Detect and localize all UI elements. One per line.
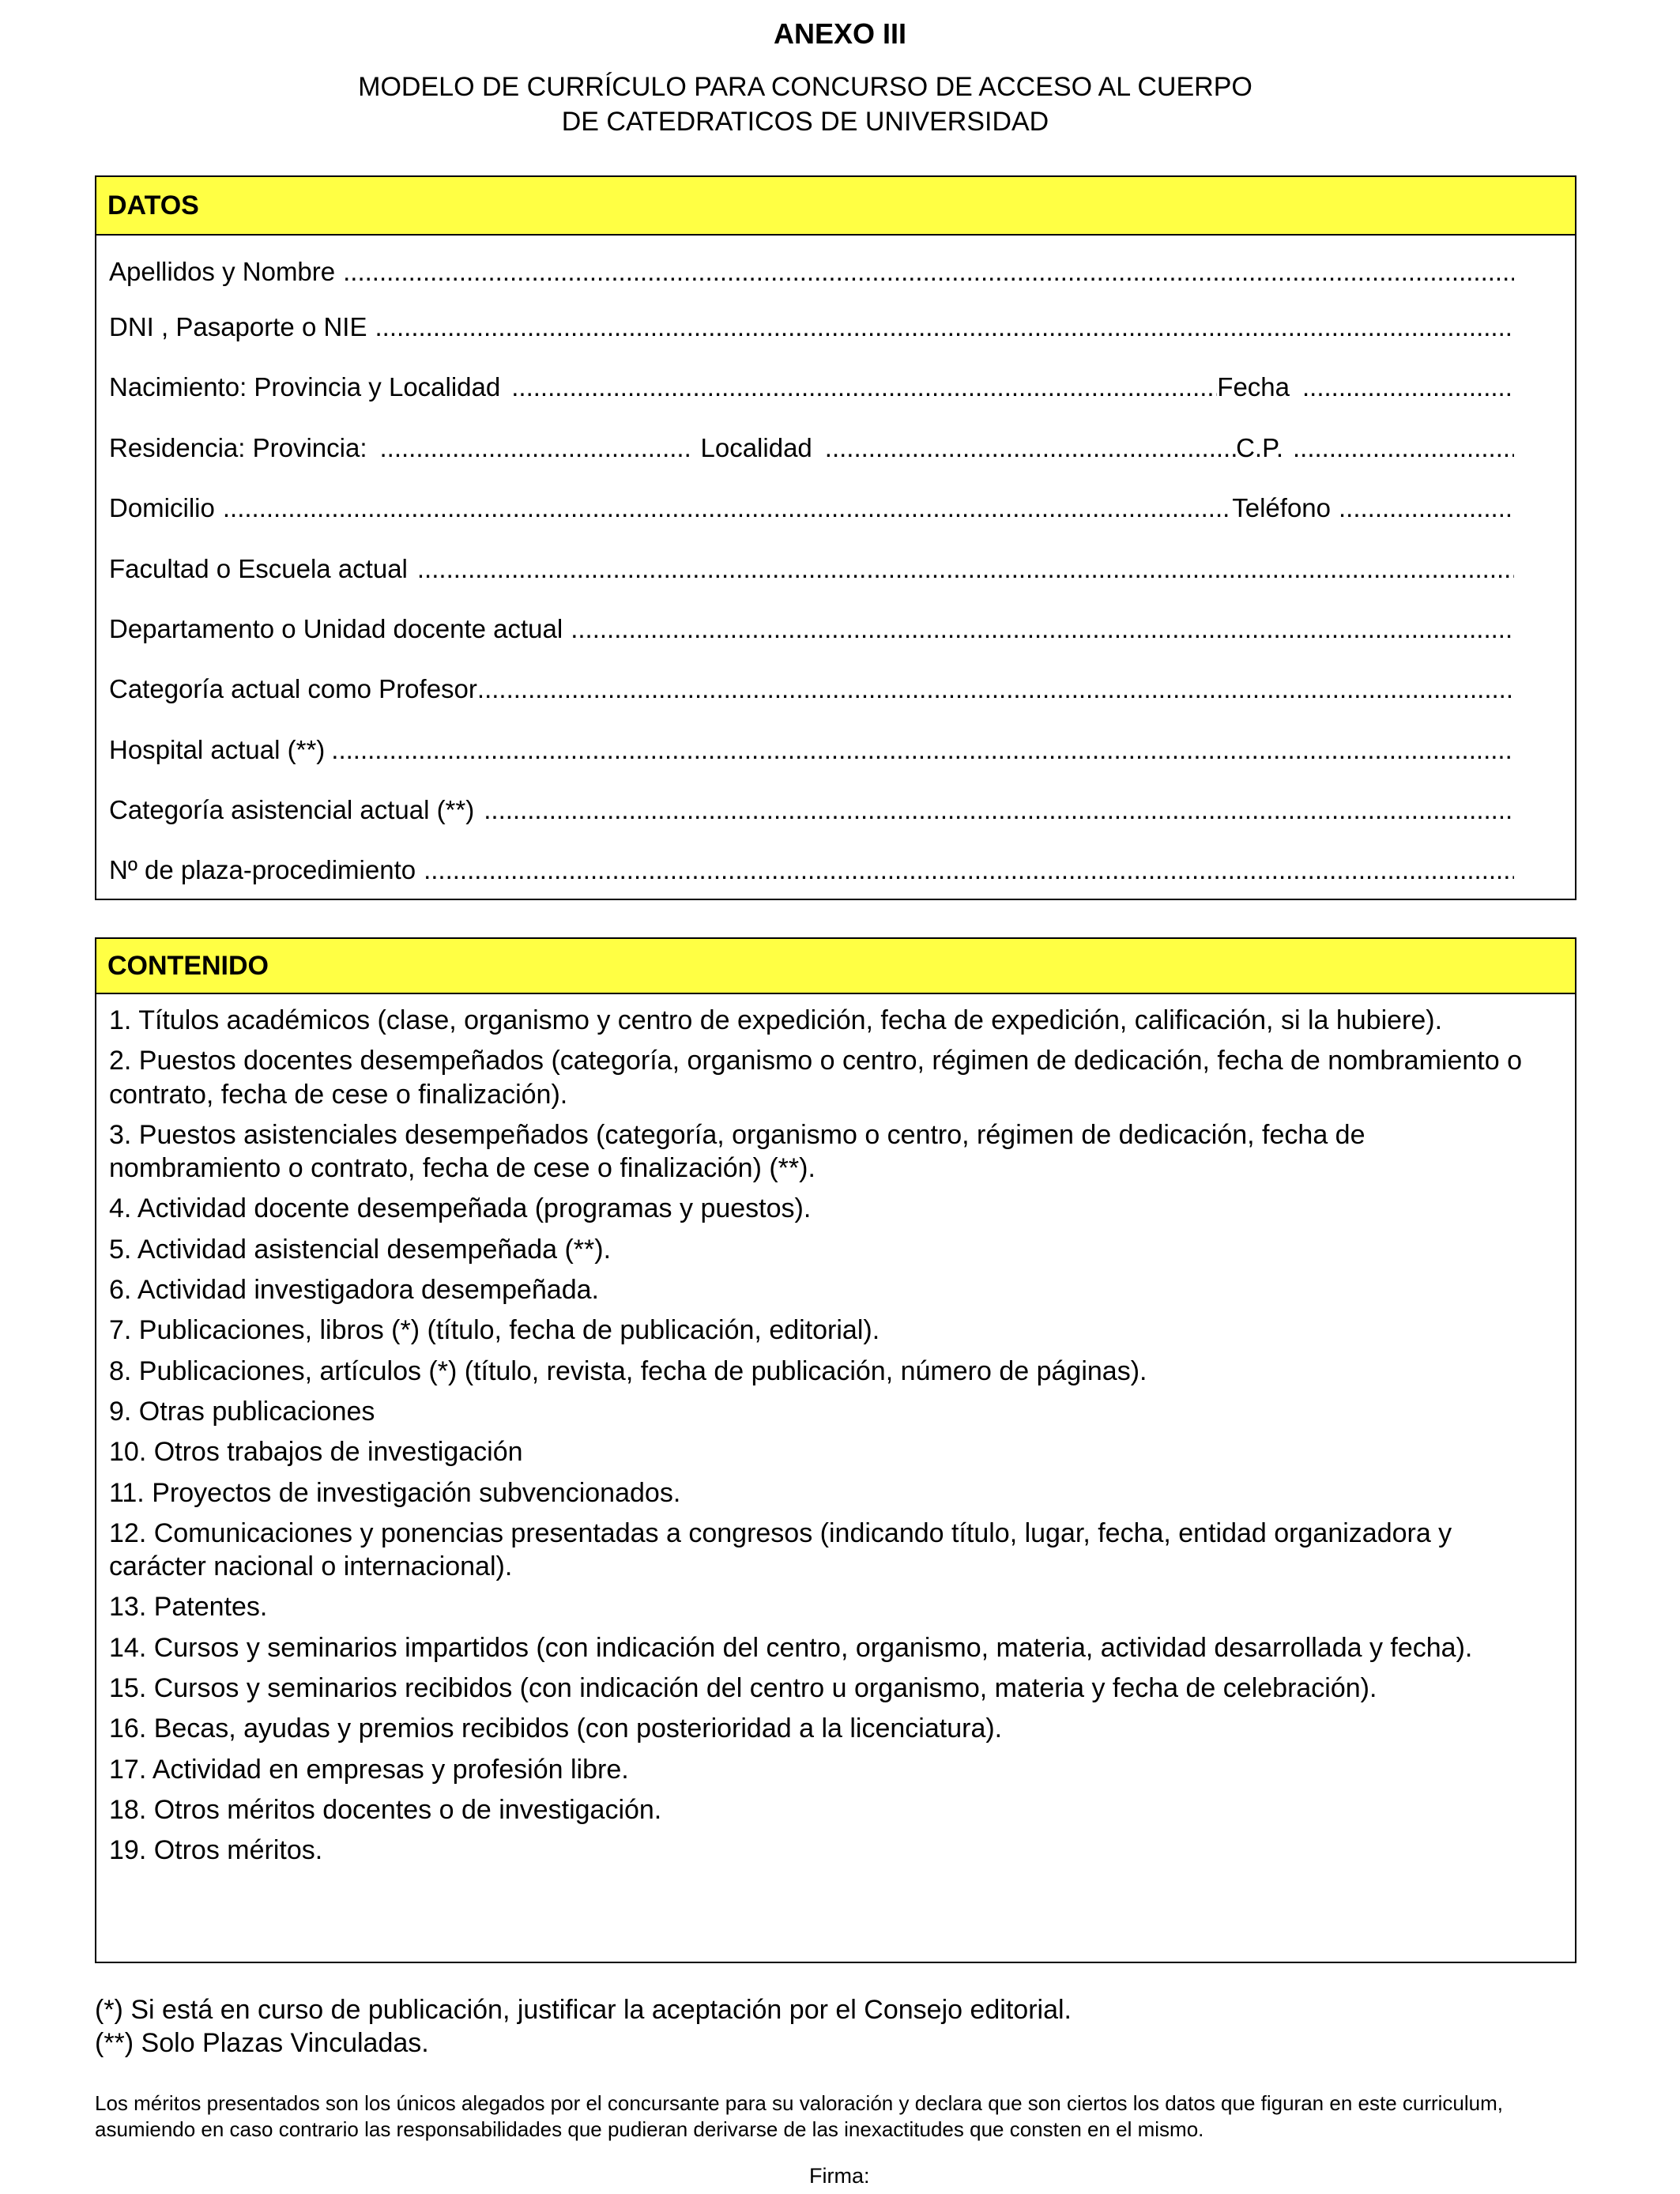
fill-line: [343, 256, 1514, 288]
label-facultad: Facultad o Escuela actual: [109, 554, 408, 583]
list-item: 10. Otros trabajos de investigación: [109, 1437, 523, 1468]
datos-heading: DATOS: [96, 177, 1575, 236]
subtitle-line-2: DE CATEDRATICOS DE UNIVERSIDAD: [561, 107, 1049, 137]
list-item: 6. Actividad investigadora desempeñada.: [109, 1275, 599, 1306]
label-telefono: Teléfono: [1232, 493, 1331, 522]
label-apellidos-nombre: Apellidos y Nombre: [109, 257, 336, 286]
label-dni: DNI , Pasaporte o NIE: [109, 312, 367, 341]
list-item: 13. Patentes.: [109, 1592, 268, 1623]
field-apellidos-nombre[interactable]: [109, 256, 1514, 288]
fill-line: [1302, 371, 1514, 403]
list-item: 8. Publicaciones, artículos (*) (título, revista, fecha de publicación, número de páginas).: [109, 1355, 1147, 1386]
document-title: ANEXO III: [773, 17, 907, 50]
document-subtitle: [0, 70, 1610, 139]
label-plaza-procedimiento: Nº de plaza-procedimiento: [109, 855, 416, 884]
footnote-publicacion: (*) Si está en curso de publicación, justificar la aceptación por el Consejo editorial.: [95, 1995, 1072, 2025]
list-item: 17. Actividad en empresas y profesión libre.: [109, 1754, 629, 1785]
list-item: 7. Publicaciones, libros (*) (título, fecha de publicación, editorial).: [109, 1315, 880, 1346]
label-categoria-asistencial: Categoría asistencial actual (**): [109, 795, 475, 824]
list-item: 14. Cursos y seminarios impartidos (con indicación del centro, organismo, materia, actividad desarrollada y fecha).: [109, 1632, 1473, 1663]
label-domicilio: Domicilio: [109, 493, 215, 522]
field-departamento[interactable]: [109, 613, 1514, 645]
label-categoria-profesor: Categoría actual como Profesor: [109, 674, 477, 703]
field-facultad[interactable]: [109, 553, 1514, 585]
list-item: 2. Puestos docentes desempeñados (categoría, organismo o centro, régimen de dedicación, fecha de nombramiento o contrato, fecha de cese o finalización).: [109, 1046, 1522, 1110]
fill-line: [380, 432, 690, 464]
field-plaza-procedimiento[interactable]: [109, 854, 1514, 886]
field-domicilio[interactable]: [109, 492, 1514, 524]
list-item: 11. Proyectos de investigación subvencionados.: [109, 1477, 681, 1508]
fill-line: [484, 794, 1514, 826]
field-residencia[interactable]: [109, 432, 1514, 464]
label-fecha: Fecha: [1217, 372, 1290, 401]
field-nacimiento[interactable]: [109, 371, 1514, 403]
footnotes: [95, 1993, 1580, 2060]
list-item: 9. Otras publicaciones: [109, 1396, 375, 1427]
subtitle-line-1: MODELO DE CURRÍCULO PARA CONCURSO DE ACCESO AL CUERPO: [358, 72, 1252, 102]
label-nacimiento: Nacimiento: Provincia y Localidad: [109, 372, 501, 401]
fill-line: [223, 492, 1232, 524]
fill-line: [331, 734, 1514, 766]
fill-line: [375, 311, 1514, 343]
fill-line: [1339, 492, 1514, 524]
label-cp: C.P.: [1236, 433, 1283, 462]
list-item: 19. Otros méritos.: [109, 1835, 323, 1866]
fill-line: [511, 371, 1217, 403]
field-categoria-asistencial[interactable]: [109, 794, 1514, 826]
footnote-plazas-vinculadas: (**) Solo Plazas Vinculadas.: [95, 2028, 429, 2058]
legal-declaration: Los méritos presentados son los únicos alegados por el concursante para su valoración y declara que son ciertos los datos que figuran en este curriculum, asumiendo en caso contrario las responsabilidades que pudieran derivarse de las inexactitudes que consten en el mismo.: [95, 2091, 1504, 2141]
fill-line: [417, 553, 1514, 585]
datos-section: [95, 175, 1576, 900]
fill-line: [1293, 432, 1514, 464]
field-dni[interactable]: [109, 311, 1514, 343]
label-departamento: Departamento o Unidad docente actual: [109, 614, 563, 643]
fill-line: [424, 854, 1514, 886]
label-residencia: Residencia: Provincia:: [109, 433, 367, 462]
label-hospital: Hospital actual (**): [109, 735, 326, 764]
fill-line: [571, 613, 1514, 645]
list-item: 15. Cursos y seminarios recibidos (con indicación del centro u organismo, materia y fecha de celebración).: [109, 1673, 1377, 1704]
contenido-heading: CONTENIDO: [96, 939, 1575, 994]
list-item: 5. Actividad asistencial desempeñada (**).: [109, 1234, 612, 1265]
list-item: 18. Otros méritos docentes o de investigación.: [109, 1794, 662, 1825]
field-categoria-profesor[interactable]: [109, 673, 1514, 705]
label-localidad: Localidad: [700, 433, 812, 462]
list-item: 16. Becas, ayudas y premios recibidos (con posterioridad a la licenciatura).: [109, 1713, 1003, 1744]
list-item: 12. Comunicaciones y ponencias presentadas a congresos (indicando título, lugar, fecha, entidad organizadora y carácter nacional o internacional).: [109, 1517, 1452, 1582]
list-item: 4. Actividad docente desempeñada (programas y puestos).: [109, 1193, 812, 1224]
list-item: 3. Puestos asistenciales desempeñados (categoría, organismo o centro, régimen de dedicación, fecha de nombramiento o contrato, fecha de cese o finalización) (**).: [109, 1119, 1365, 1184]
field-hospital[interactable]: [109, 734, 1514, 766]
fill-line: [825, 432, 1236, 464]
contenido-section: [95, 937, 1576, 1963]
fill-line: [477, 673, 1514, 705]
signature-label: Firma:: [809, 2164, 870, 2188]
contenido-list: [96, 994, 1575, 1868]
list-item: 1. Títulos académicos (clase, organismo y centro de expedición, fecha de expedición, calificación, si la hubiere).: [109, 1005, 1443, 1035]
